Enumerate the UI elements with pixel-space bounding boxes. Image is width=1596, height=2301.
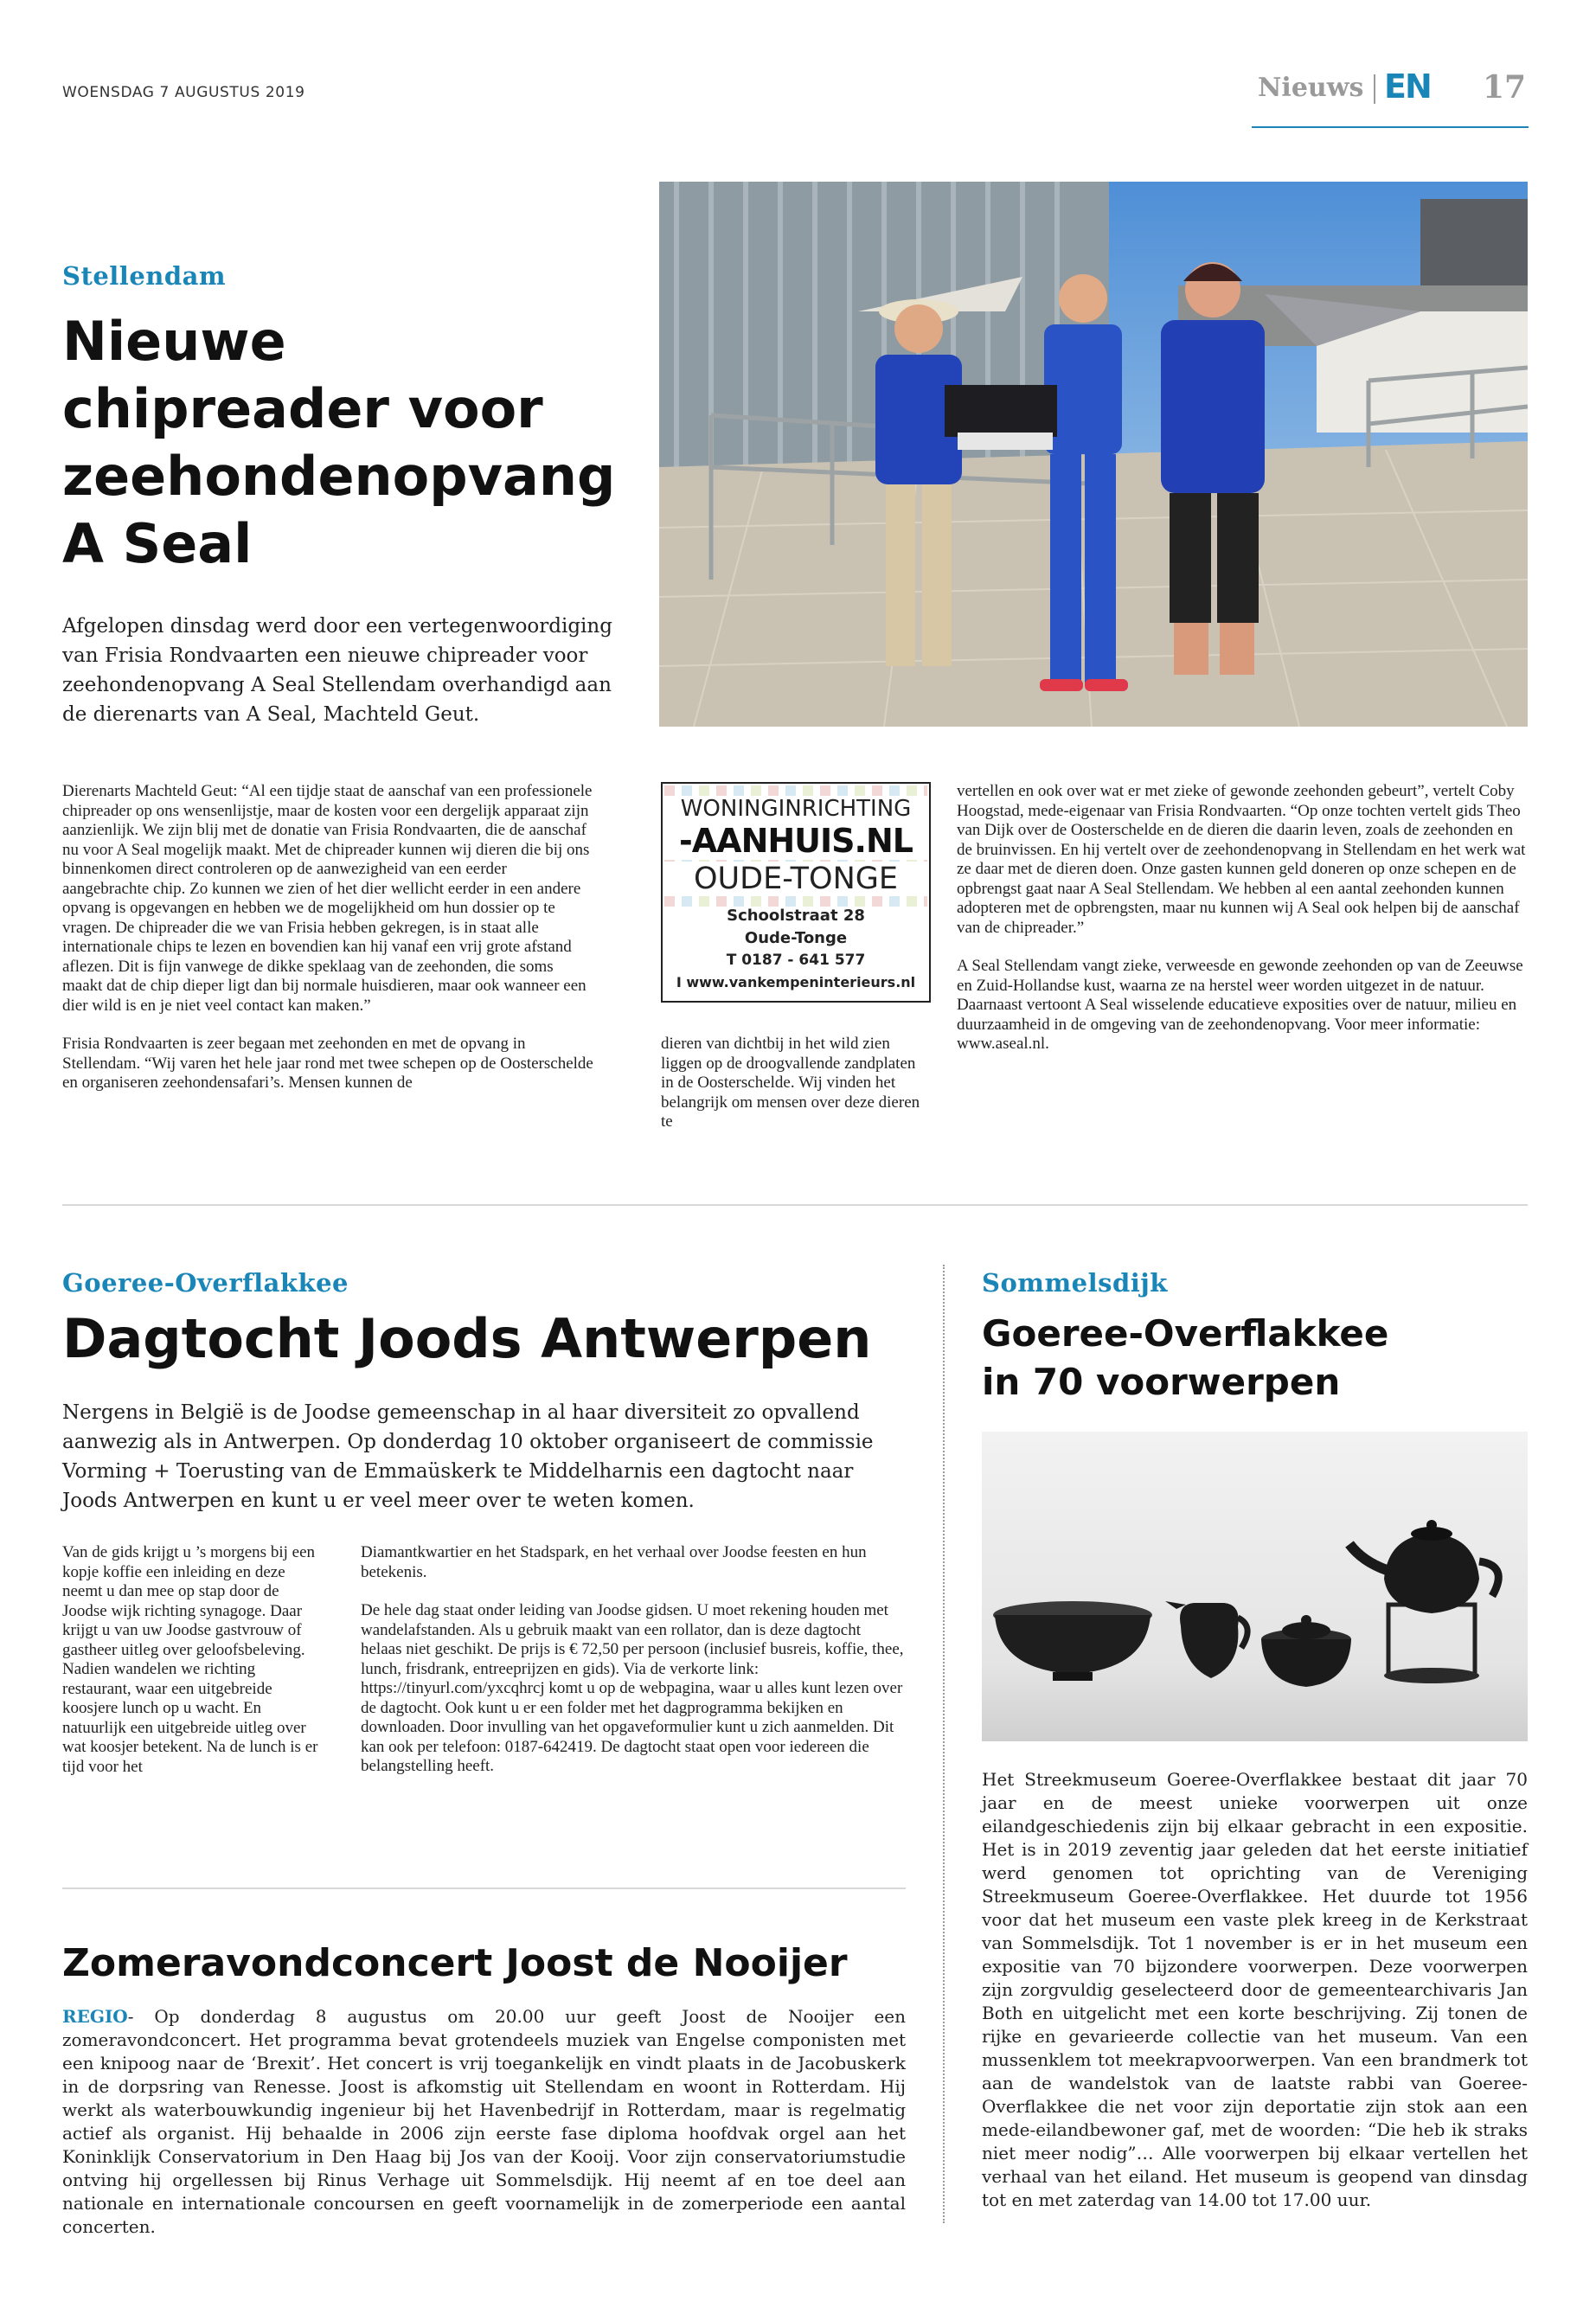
ad-line1: WONINGINRICHTING: [663, 796, 929, 822]
section-name: Nieuws: [1258, 73, 1364, 103]
article3-title: Zomeravondconcert Joost de Nooijer: [62, 1941, 848, 1985]
header-rule: [1252, 126, 1529, 128]
header-date: WOENSDAG 7 AUGUSTUS 2019: [62, 84, 305, 101]
article1-col3-p1: vertellen en ook over wat er met zieke of gewonde zeehonden gebeurt”, vertelt Coby Hoogstad, mede-eigenaar van Frisia Rondvaarten. “Op onze tochten vertelt gids Theo van Dijk over de Oosterschelde en de dieren die daarin leven, zoals de zeehonden en de bruinvissen. En hij vertelt over de zeehondenopvang in Stellendam en het werk wat ze daar met de dieren doen. Onze gasten kunnen geld doneren op onze schepen en de opbrengst gaat naar A Seal Stellendam. We hebben al een aantal zeehonden kunnen adopteren met de opbrengsten, maar nu kunnen wij A Seal ook helpen bij de aanschaf van de chipreader.”: [957, 782, 1526, 937]
article1-title: Nieuwe chipreader voor zeehondenopvang A Seal: [62, 310, 616, 575]
advertisement: [661, 782, 931, 1003]
article1-intro: Afgelopen dinsdag werd door een vertegenwoordiging van Frisia Rondvaarten een nieuwe chipreader voor zeehondenopvang A Seal Stellendam overhandigd aan de dierenarts van A Seal, Machteld Geut.: [62, 615, 612, 726]
article2-kicker: Goeree-Overflakkee: [62, 1268, 349, 1298]
article2-col2-p2: De hele dag staat onder leiding van Joodse gidsen. U moet rekening houden met wandelafstanden. Als u gebruik maakt van een rollator, dan is deze dagtocht helaas niet geschikt. De prijs is € 72,50 per persoon (inclusief busreis, koffie, thee, lunch, frisdrank, entreeprijzen en gids). Via de verkorte link: https://tinyurl.com/yxcqhrcj komt u op de webpagina, waar u alles kunt lezen over de dagtocht. Ook kunt u er een folder met het dagprogramma bekijken en downloaden. Door invulling van het opgaveformulier kunt u zich aanmelden. Dit kan ook per telefoon: 0187-642419. De dagtocht staat open voor iedereen die belangstelling heeft.: [361, 1601, 904, 1775]
section-divider-2: [62, 1888, 906, 1889]
ad-street: Schoolstraat 28: [727, 907, 865, 925]
article4-kicker: Sommelsdijk: [982, 1268, 1168, 1298]
article3-body: [62, 2005, 906, 2239]
article2-col2-p1: Diamantkwartier en het Stadspark, en het verhaal over Joodse feesten en hun betekenis.: [361, 1543, 867, 1581]
ad-web: I www.vankempeninterieurs.nl: [676, 974, 916, 990]
article1-col3: [957, 782, 1528, 1074]
section-divider-1: [62, 1204, 1528, 1206]
article1-col3-p2: A Seal Stellendam vangt zieke, verweesde en gewonde zeehonden op van de Zeeuwse en Zuid-Hollandse kust, waarna ze na herstel weer worden uitgezet in de natuur. Daarnaast vertoont A Seal wisselende educatieve exposities over de natuur, milieu en duurzaamheid in de omgeving van de zeehondenopvang. Voor meer informatie: www.aseal.nl.: [957, 957, 1523, 1053]
photo-scene: [659, 182, 1528, 727]
article1-col1-p2: Frisia Rondvaarten is zeer begaan met zeehonden en met de opvang in Stellendam. “Wij varen het hele jaar rond met twee schepen op de Oosterschelde en organiseren zeehondensafari’s. Mensen kunnen de: [62, 1035, 593, 1092]
article2-col1-p1: Van de gids krijgt u ’s morgens bij een kopje koffie een inleiding en deze neemt u dan mee op stap door de Joodse wijk richting synagoge. Daar krijgt u van uw Joodse gastvrouw of gastheer uitleg over geloofsbeleving. Nadien wandelen we richting restaurant, waar een uitgebreide koosjere lunch op u wacht. En natuurlijk een uitgebreide uitleg over wat koosjer betekent. Na de lunch is er tijd voor het: [62, 1543, 318, 1776]
en-logo: EN: [1384, 67, 1431, 106]
article2-intro: Nergens in België is de Joodse gemeenschap in al haar diversiteit zo opvallend aanwezig als in Antwerpen. Op donderdag 10 oktober organiseert de commissie Vorming + Toerusting van de Emmaüskerk te Middelharnis een dagtocht naar Joods Antwerpen en kunt u er veel meer over te weten komen.: [62, 1401, 874, 1512]
pottery-scene: [982, 1432, 1528, 1741]
article1-kicker: Stellendam: [62, 261, 227, 291]
page-number: 17: [1483, 69, 1527, 106]
header-right: [1246, 67, 1528, 111]
article2-title: Dagtocht Joods Antwerpen: [62, 1307, 872, 1370]
chipreader-case: [945, 385, 1057, 437]
ad-line3: OUDE-TONGE: [663, 862, 929, 896]
article4-photo: [982, 1432, 1528, 1741]
article1-col2-p1: dieren van dichtbij in het wild zien liggen op de droogvallende zandplaten in de Oosterschelde. Wij vinden het belangrijk om mensen over deze dieren te: [661, 1035, 920, 1131]
article1-col2: [661, 1035, 931, 1151]
article2-col1: [62, 1543, 326, 1796]
column-divider: [943, 1265, 945, 2223]
ad-phone: T 0187 - 641 577: [726, 952, 866, 969]
article3-text: - Op donderdag 8 augustus om 20.00 uur geeft Joost de Nooijer een zomeravondconcert. Het programma bevat grotendeels muziek van Engelse componisten met een knipoog naar de ‘Brexit’. Het concert is vrij toegankelijk en vindt plaats in de Jacobuskerk in de dorpsring van Renesse. Joost is afkomstig uit Stellendam en woont in Rotterdam. Hij werkt als waterbouwkundig ingenieur bij het Havenbedrijf in Rotterdam, maar is regelmatig actief als organist. Hij behaalde in 2006 zijn eerste fase diploma hoofdvak orgel aan het Koninklijk Conservatorium in Den Haag bij Jos van der Kooij. Voor zijn conservatoriumstudie ontving hij orgellessen bij Rinus Verhage uit Sommelsdijk. Hij neemt af en toe deel aan nationale en internationale concoursen en geeft voornamelijk in de zomerperiode een aantal concerten.: [62, 2006, 906, 2237]
article3-region: REGIO: [62, 2006, 128, 2027]
article1-col1: [62, 782, 593, 1112]
ad-line2: -AANHUIS.NL: [663, 822, 929, 860]
article1-col1-p1: Dierenarts Machteld Geut: “Al een tijdje staat de aanschaf van een professionele chipreader op ons wensenlijstje, maar de kosten voor een dergelijk apparaat zijn aanzienlijk. We zijn blij met de donatie van Frisia Rondvaarten, die de aanschaf nu voor A Seal mogelijk maakt. Met de chipreader kunnen wij dieren die bij ons binnenkomen direct controleren op de aanwezigheid van een eerder aangebrachte chip. Zo kunnen we zien of het dier wellicht eerder in een andere opvang is opgevangen en hebben we de mogelijkheid om hun dossier op te vragen. De chipreader die we van Frisia hebben gekregen, is in staat alle internationale chips te lezen en bovendien kan hij vanaf een vrij grote afstand aflezen. Dit is fijn vanwege de dikke speklaag van de zeehonden, die soms maakt dat de chip dieper ligt dan bij normale huisdieren, maar ook wanneer een dier wild is en je niet veel contact kan maken.”: [62, 782, 593, 1015]
article4-title: Goeree-Overflakkee in 70 voorwerpen: [982, 1312, 1389, 1403]
article4-body: Het Streekmuseum Goeree-Overflakkee bestaat dit jaar 70 jaar en de meest unieke voorwerpen uit onze eilandgeschiedenis zijn bij elkaar gebracht in een expositie. Het is in 2019 zeventig jaar geleden dat het eerste initiatief werd genomen tot oprichting van de Vereniging Streekmuseum Goeree-Overflakkee. Het duurde tot 1956 voor dat het museum een vaste plek kreeg in de Kerkstraat van Sommelsdijk. Tot 1 november is er in het museum een expositie van 70 bijzondere voorwerpen. Deze voorwerpen zijn zorgvuldig geselecteerd door de gemeentearchivaris Jan Both en uitgelicht met een korte beschrijving. Zij tonen de rijke en gevarieerde collectie van het museum. Van een mussenklem tot meekrapvoorwerpen. Van een brandmerk tot aan de wandelstok van de laatste rabbi van Goeree-Overflakkee die net voor zijn deportatie zijn stok aan een mede-eilandbewoner gaf, met de woorden: “Die heb ik straks niet meer nodig”… Alle voorwerpen bij elkaar vertellen het verhaal van het eiland. Het museum is geopend van dinsdag tot en met zaterdag van 14.00 tot 17.00 uur.: [982, 1769, 1528, 2210]
header-divider: [1374, 74, 1375, 104]
article1-photo: [659, 182, 1528, 727]
article2-col2: [361, 1543, 906, 1796]
ad-town: Oude-Tonge: [744, 929, 848, 947]
